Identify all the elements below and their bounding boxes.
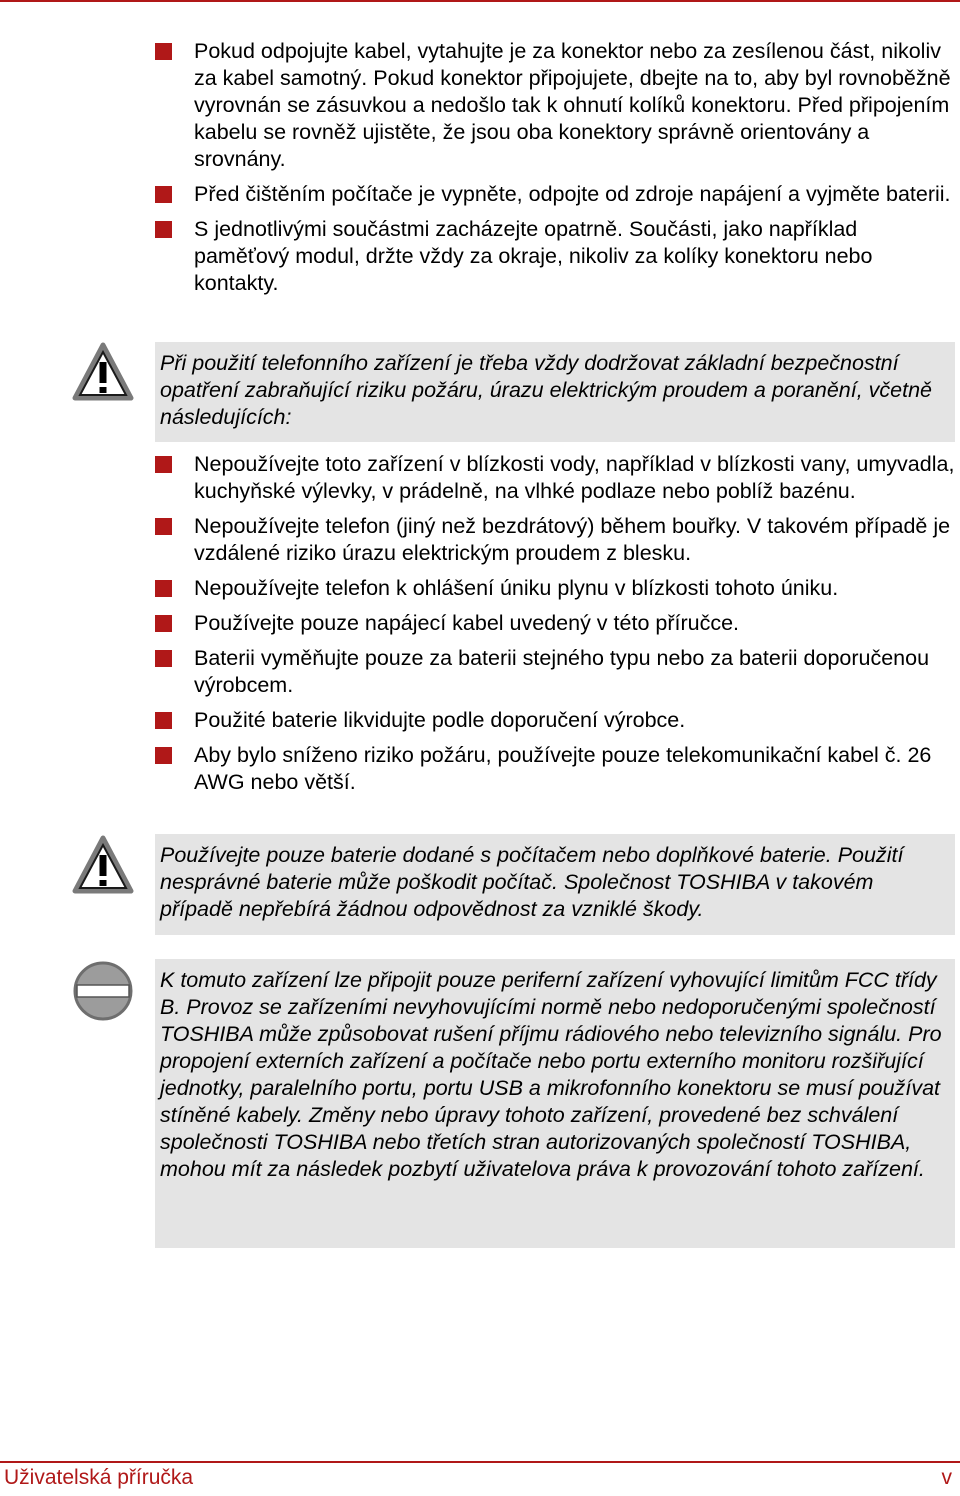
list-item: Baterii vyměňujte pouze za baterii stejného typu nebo za baterii doporučenou výrobcem. <box>155 645 955 699</box>
bullet-list-telephone <box>155 451 955 804</box>
bullet-square-icon <box>155 580 172 597</box>
bullet-square-icon <box>155 186 172 203</box>
warning-note-battery: Používejte pouze baterie dodané s počítačem nebo doplňkové baterie. Použití nesprávné baterie může poškodit počítač. Společnost TOSHIBA v takovém případě nepřebírá žádnou odpovědnost za vzniklé škody. <box>155 834 955 935</box>
bullet-square-icon <box>155 221 172 238</box>
bullet-square-icon <box>155 650 172 667</box>
list-item: Nepoužívejte telefon k ohlášení úniku plynu v blízkosti tohoto úniku. <box>155 575 955 602</box>
bottom-rule <box>0 1461 960 1463</box>
list-item: Aby bylo sníženo riziko požáru, používejte pouze telekomunikační kabel č. 26 AWG nebo větší. <box>155 742 955 796</box>
warning-note-telephone: Při použití telefonního zařízení je třeba vždy dodržovat základní bezpečnostní opatření zabraňující riziku požáru, úrazu elektrickým proudem a poranění, včetně následujících: <box>155 342 955 442</box>
bullet-square-icon <box>155 43 172 60</box>
prohibition-icon <box>72 960 134 1022</box>
bullet-square-icon <box>155 518 172 535</box>
list-item: Nepoužívejte telefon (jiný než bezdrátový) během bouřky. V takovém případě je vzdálené riziko úrazu elektrickým proudem z blesku. <box>155 513 955 567</box>
bullet-square-icon <box>155 747 172 764</box>
list-item: Pokud odpojujte kabel, vytahujte je za konektor nebo za zesílenou část, nikoliv za kabel samotný. Pokud konektor připojujete, dbejte na to, aby byl rovnoběžně vyrovnán se zásuvkou a nedošlo tak k ohnutí kolíků konektoru. Před připojením kabelu se rovněž ujistěte, že jsou oba konektory správně orientovány a srovnány. <box>155 38 955 173</box>
page-number: v <box>941 1466 952 1489</box>
warning-triangle-icon <box>72 342 134 402</box>
list-item: Používejte pouze napájecí kabel uvedený v této příručce. <box>155 610 955 637</box>
list-item: S jednotlivými součástmi zacházejte opatrně. Součásti, jako například paměťový modul, držte vždy za okraje, nikoliv za kolíky konektoru nebo kontakty. <box>155 216 955 297</box>
list-item: Před čištěním počítače je vypněte, odpojte od zdroje napájení a vyjměte baterii. <box>155 181 955 208</box>
list-item: Použité baterie likvidujte podle doporučení výrobce. <box>155 707 955 734</box>
list-item: Nepoužívejte toto zařízení v blízkosti vody, například v blízkosti vany, umyvadla, kuchyňské výlevky, v prádelně, na vlhké podlaze nebo poblíž bazénu. <box>155 451 955 505</box>
footer-title: Uživatelská příručka <box>4 1466 194 1489</box>
bullet-list-top <box>155 38 955 305</box>
bullet-square-icon <box>155 456 172 473</box>
bullet-square-icon <box>155 615 172 632</box>
bullet-square-icon <box>155 712 172 729</box>
warning-triangle-icon <box>72 835 134 895</box>
top-rule <box>0 0 960 2</box>
prohibition-note-fcc: K tomuto zařízení lze připojit pouze periferní zařízení vyhovující limitům FCC třídy B. Provoz se zařízeními nevyhovujícími normě nebo nedoporučenými společností TOSHIBA může způsobovat rušení příjmu rádiového nebo televizního signálu. Pro propojení externích zařízení a počítače nebo portu externího monitoru rozšiřující jednotky, paralelního portu, portu USB a mikrofonního konektoru se musí používat stíněné kabely. Změny nebo úpravy tohoto zařízení, provedené bez schválení společnosti TOSHIBA nebo třetích stran autorizovaných společností TOSHIBA, mohou mít za následek pozbytí uživatelova práva k provozování tohoto zařízení. <box>155 959 955 1248</box>
